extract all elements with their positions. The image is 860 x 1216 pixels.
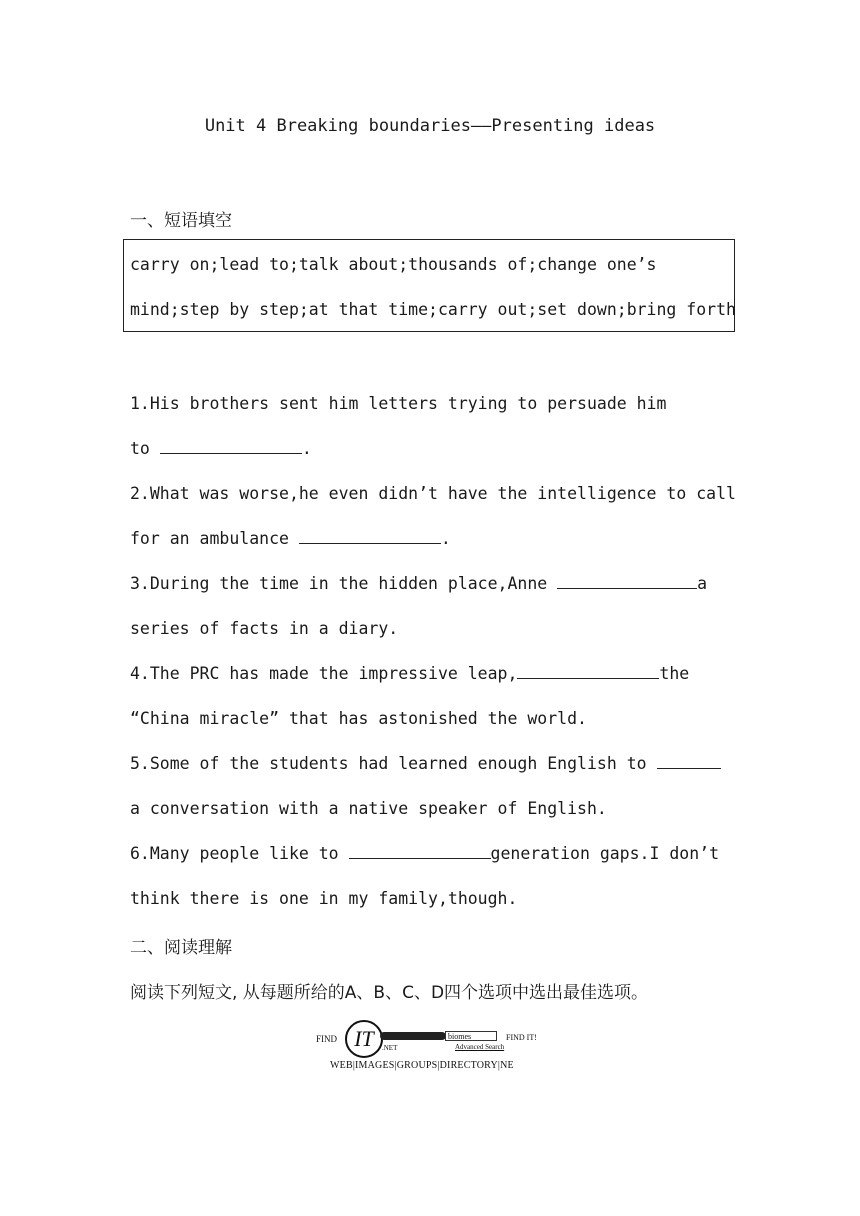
- search-input[interactable]: biomes: [445, 1031, 497, 1041]
- question-6-line-1: 6.Many people like to generation gaps.I don’t: [130, 844, 720, 863]
- question-2-line-2: for an ambulance .: [130, 529, 451, 548]
- question-5-line-1: 5.Some of the students had learned enough English to: [130, 754, 721, 773]
- answer-blank: [349, 844, 491, 859]
- find-label: FIND: [316, 1034, 338, 1044]
- phrase-box-line-1: carry on;lead to;talk about;thousands of;change one’s: [130, 255, 657, 274]
- findit-logo[interactable]: IT: [345, 1020, 383, 1058]
- question-2-line-1: 2.What was worse,he even didn’t have the intelligence to call: [130, 484, 736, 503]
- logo-bar: [380, 1032, 446, 1040]
- question-3-line-1: 3.During the time in the hidden place,Anne a: [130, 574, 708, 593]
- answer-blank: [657, 754, 721, 769]
- reading-instruction: 阅读下列短文, 从每题所给的A、B、C、D四个选项中选出最佳选项。: [130, 983, 649, 1003]
- question-4-line-1: 4.The PRC has made the impressive leap, the: [130, 664, 690, 683]
- findit-search-banner: [316, 1018, 546, 1074]
- answer-blank: [517, 664, 659, 679]
- phrase-box: [123, 239, 735, 332]
- question-3-line-2: series of facts in a diary.: [130, 619, 399, 638]
- net-label: .NET: [382, 1044, 398, 1052]
- advanced-search-link[interactable]: Advanced Search: [455, 1043, 505, 1051]
- phrase-box-line-2: mind;step by step;at that time;carry out;set down;bring forth: [130, 300, 736, 319]
- question-1-line-1: 1.His brothers sent him letters trying to persuade him: [130, 394, 667, 413]
- page-title: Unit 4 Breaking boundaries——Presenting ideas: [204, 116, 656, 136]
- category-links[interactable]: WEB|IMAGES|GROUPS|DIRECTORY|NE: [330, 1060, 514, 1071]
- answer-blank: [557, 574, 697, 589]
- section-heading-reading: 二、阅读理解: [130, 938, 232, 958]
- question-4-line-2: “China miracle” that has astonished the world.: [130, 709, 587, 728]
- question-1-line-2: to .: [130, 439, 312, 458]
- section-heading-phrase-fill: 一、短语填空: [130, 211, 232, 231]
- answer-blank: [299, 529, 441, 544]
- find-it-button[interactable]: FIND IT!: [506, 1033, 537, 1042]
- question-6-line-2: think there is one in my family,though.: [130, 889, 518, 908]
- answer-blank: [160, 439, 302, 454]
- question-5-line-2: a conversation with a native speaker of English.: [130, 799, 607, 818]
